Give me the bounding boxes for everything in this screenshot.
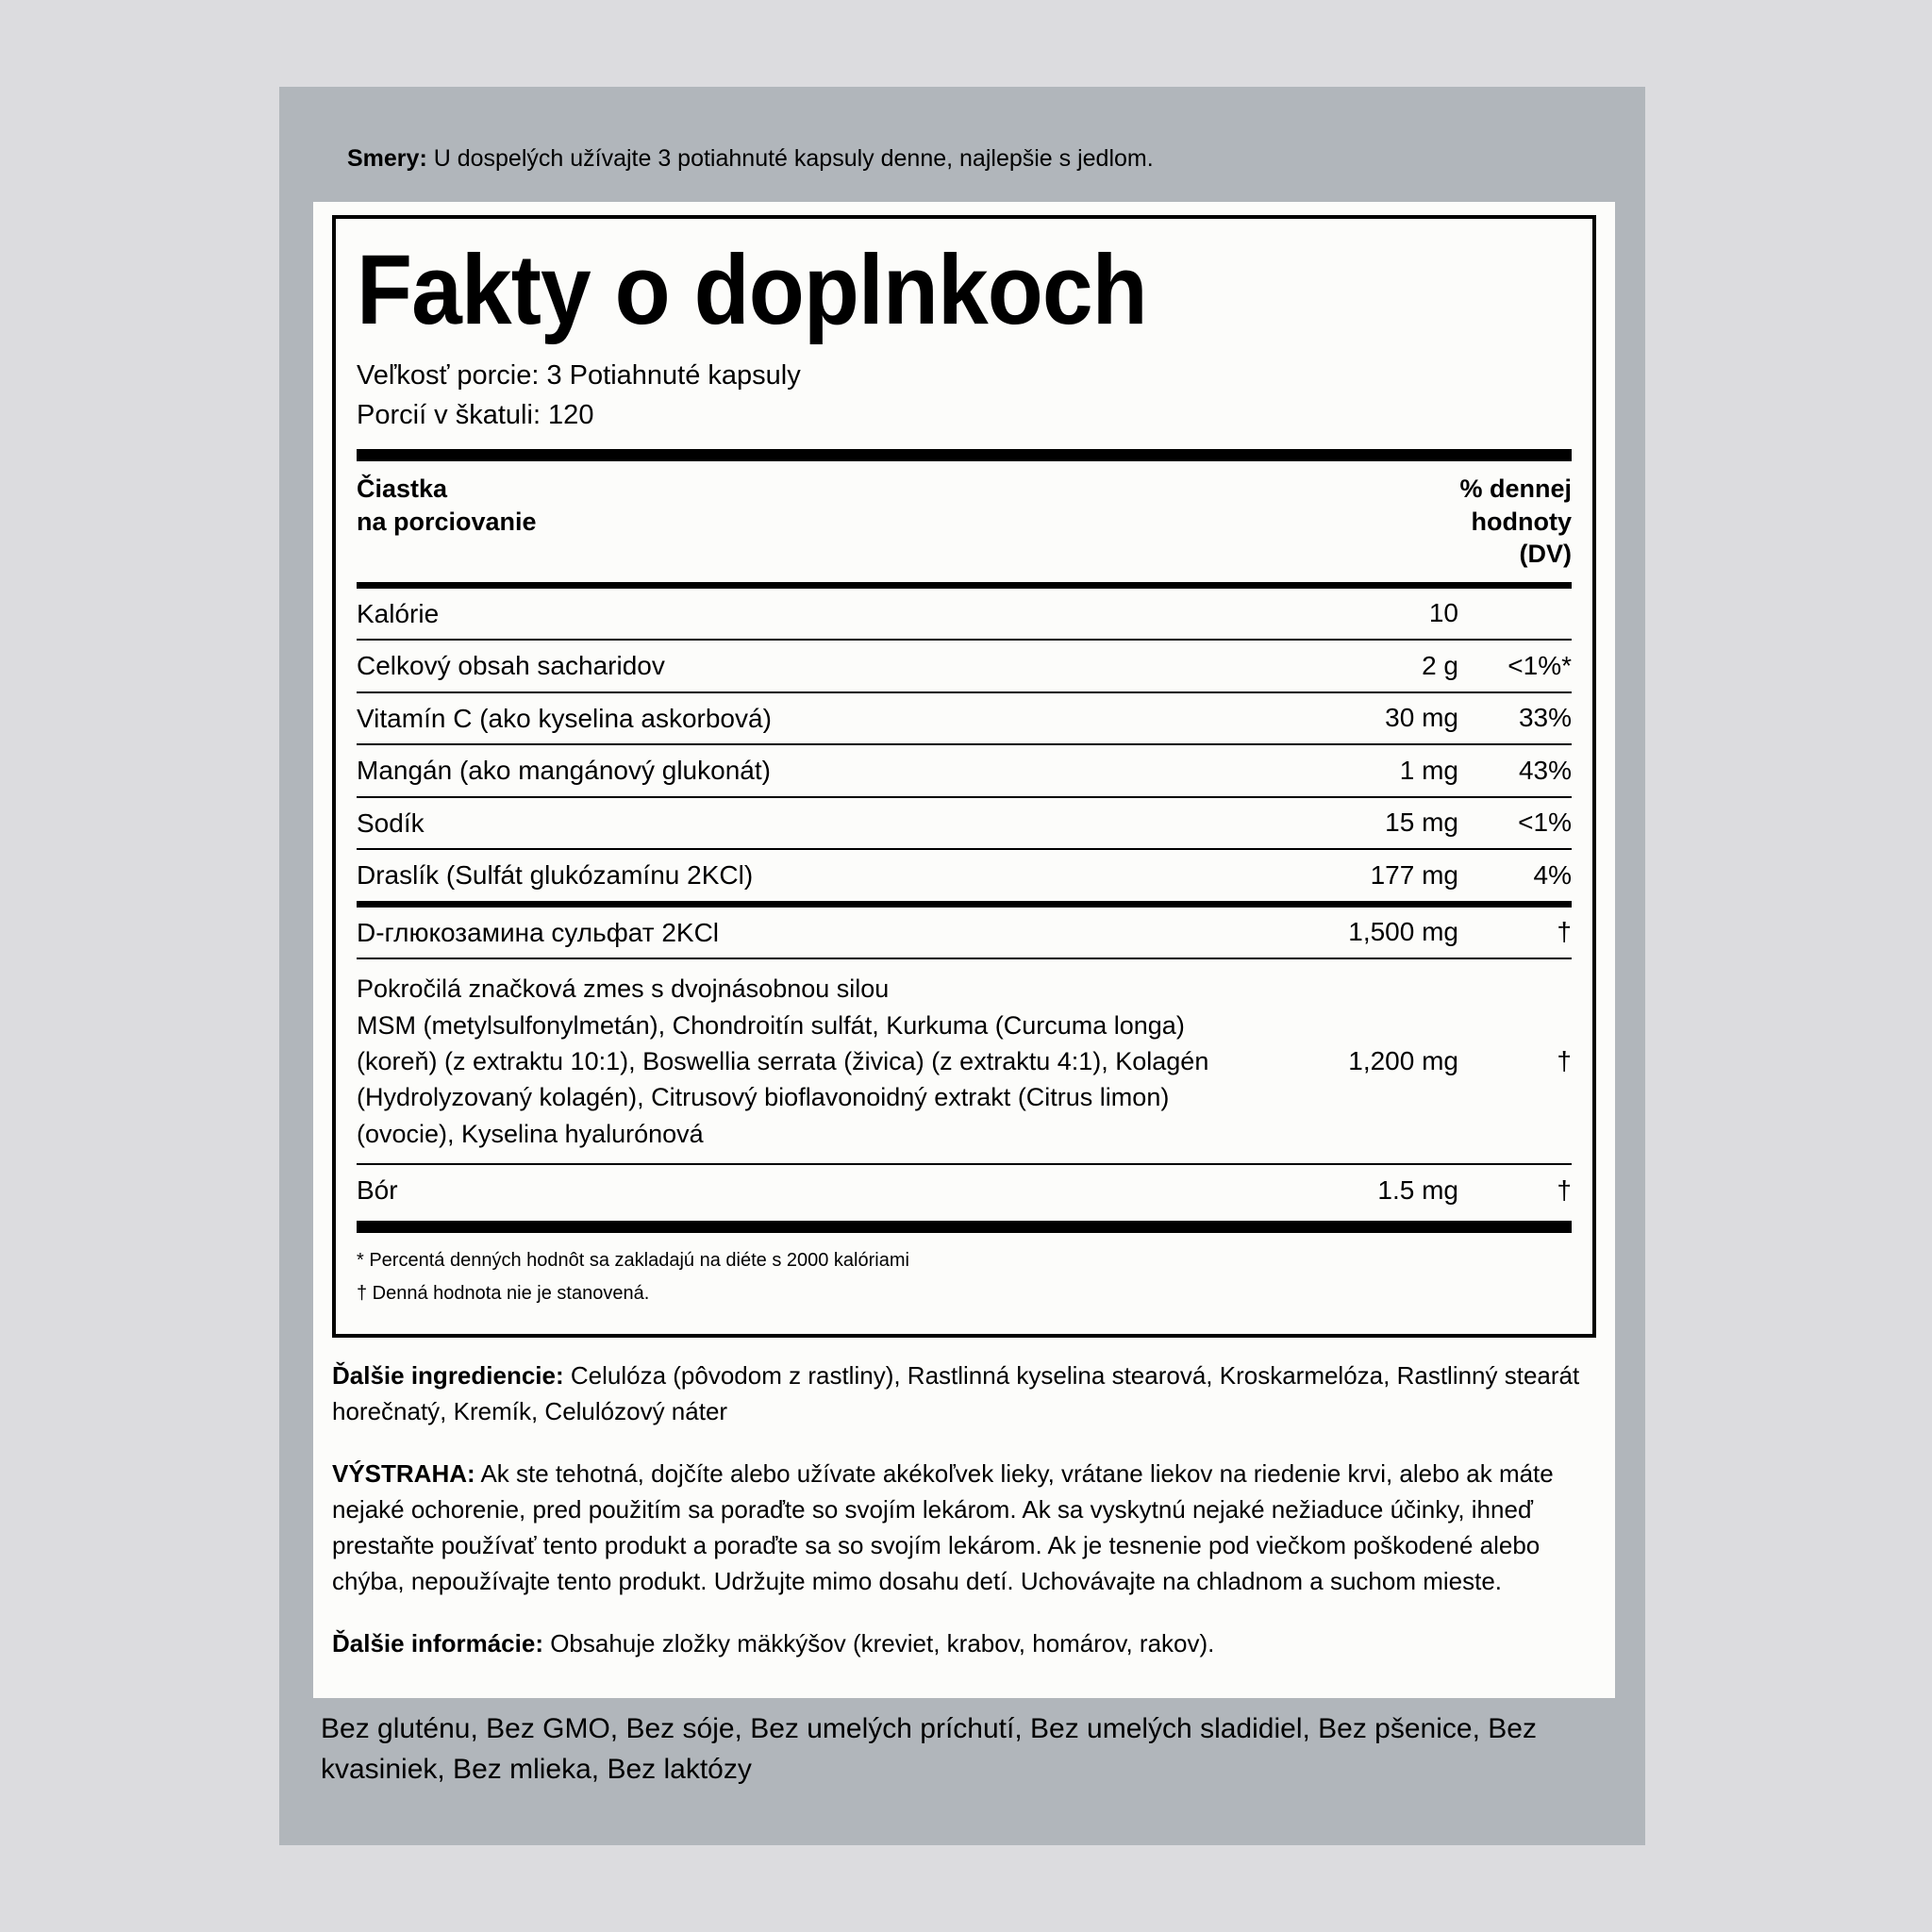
- table-row: [357, 745, 1572, 796]
- divider-thick-top: [357, 449, 1572, 461]
- table-row: [357, 693, 1572, 744]
- other-ingredients: [332, 1358, 1596, 1430]
- blend-line: MSM (metylsulfonylmetán), Chondroitín sulfát, Kurkuma (Curcuma longa): [357, 1010, 1185, 1040]
- table-header-row: [357, 461, 1572, 582]
- blend-line: Pokročilá značková zmes s dvojnásobnou silou: [357, 974, 890, 1004]
- blend-line: (Hydrolyzovaný kolagén), Citrusový bioflavonoidný extrakt (Citrus limon): [357, 1083, 1170, 1112]
- supplement-facts-title: Fakty o doplnkoch: [357, 235, 1147, 345]
- nutrient-amount: 30 mg: [1385, 703, 1458, 733]
- supplement-facts-box: [332, 215, 1596, 1338]
- row-divider-medium: [357, 901, 1572, 908]
- header-amount-line2: na porciovanie: [357, 507, 537, 536]
- nutrient-amount: 177 mg: [1370, 859, 1458, 890]
- header-dv-line2: hodnoty: [1471, 507, 1572, 536]
- directions-text: [347, 143, 1602, 175]
- nutrient-dv: [1458, 606, 1572, 621]
- header-amount: [357, 473, 1289, 538]
- nutrient-dv: †: [1557, 1174, 1572, 1205]
- header-dv-line1: % dennej: [1459, 474, 1572, 503]
- more-info-label: Ďalšie informácie:: [332, 1628, 543, 1657]
- divider-after-header: [357, 582, 1572, 589]
- label-text-sections: [332, 1358, 1596, 1689]
- nutrient-dv: †: [1557, 917, 1572, 947]
- other-ingredients-text: Celulóza (pôvodom z rastliny), Rastlinná kyselina stearová, Kroskarmelóza, Rastlinný stearát horečnatý, Kremík, Celulózový náter: [332, 1361, 1580, 1425]
- free-from-claims: Bez gluténu, Bez GMO, Bez sóje, Bez umelých príchutí, Bez umelých sladidiel, Bez pšenice, Bez kvasiniek, Bez mlieka, Bez laktózy: [321, 1713, 1537, 1785]
- warning-text: Ak ste tehotná, dojčíte alebo užívate akékoľvek lieky, vrátane liekov na riedenie krvi, alebo ak máte nejaké ochorenie, pred použitím sa poraďte so svojím lekárom. Ak sa vyskytnú nejaké nežiaduce účinky, ihneď prestaňte používať tento produkt a poraďte sa so svojím lekárom. Ak je tesnenie pod viečkom poškodené alebo chýba, nepoužívajte tento produkt. Udržujte mimo dosahu detí. Uchovávajte na chladnom a suchom mieste.: [332, 1458, 1554, 1595]
- blend-dv: †: [1557, 1046, 1572, 1076]
- nutrient-name: Bór: [357, 1174, 398, 1205]
- servings-per-container: Porcií v škatuli: 120: [357, 399, 594, 430]
- nutrient-amount: 1.5 mg: [1377, 1174, 1458, 1205]
- more-info-section: [332, 1626, 1596, 1662]
- nutrient-dv: <1%: [1518, 808, 1572, 838]
- header-amount-line1: Čiastka: [357, 474, 448, 503]
- blend-description: [357, 959, 1241, 1163]
- blend-line: (ovocie), Kyselina hyalurónová: [357, 1119, 704, 1148]
- nutrient-amount: 1,500 mg: [1348, 917, 1458, 947]
- table-row: [357, 908, 1572, 958]
- directions-label: Smery:: [347, 145, 427, 172]
- header-dv-line3: (DV): [1519, 540, 1572, 569]
- table-row: [357, 850, 1572, 901]
- blend-line: (koreň) (z extraktu 10:1), Boswellia serrata (živica) (z extraktu 4:1), Kolagén: [357, 1046, 1209, 1075]
- more-info-text: Obsahuje zložky mäkkýšov (kreviet, krabov, homárov, rakov).: [542, 1628, 1215, 1657]
- nutrient-name: Kalórie: [357, 598, 440, 628]
- table-row: [357, 798, 1572, 849]
- nutrient-dv: 43%: [1518, 755, 1572, 785]
- divider-thick-bottom: [357, 1221, 1572, 1233]
- warning-label: VÝSTRAHA:: [332, 1458, 475, 1488]
- serving-size: Veľkosť porcie: 3 Potiahnuté kapsuly: [357, 360, 801, 391]
- table-row: [357, 641, 1572, 691]
- nutrient-name: Draslík (Sulfát glukózamínu 2KCl): [357, 860, 754, 891]
- nutrient-name: Vitamín C (ako kyselina askorbová): [357, 703, 772, 733]
- table-row: [357, 589, 1572, 640]
- nutrient-name: Celkový obsah sacharidov: [357, 651, 665, 681]
- nutrient-name: D-глюкозамина сульфат 2KCl: [357, 917, 720, 947]
- footnote-dagger: † Denná hodnota nie je stanovená.: [357, 1283, 650, 1305]
- directions-body: U dospelých užívajte 3 potiahnuté kapsuly denne, najlepšie s jedlom.: [426, 145, 1154, 172]
- header-daily-value: [1289, 473, 1572, 571]
- footnote-asterisk: * Percentá denných hodnôt sa zakladajú na diéte s 2000 kalóriami: [357, 1250, 909, 1272]
- table-row: [357, 1165, 1572, 1216]
- nutrient-dv: <1%*: [1507, 650, 1572, 680]
- nutrient-dv: 4%: [1533, 859, 1572, 890]
- nutrient-name: Mangán (ako mangánový glukonát): [357, 756, 771, 786]
- warning-section: [332, 1457, 1596, 1600]
- nutrient-amount: 15 mg: [1385, 808, 1458, 838]
- table-row-blend: [357, 959, 1572, 1163]
- nutrient-amount: 1 mg: [1399, 755, 1458, 785]
- nutrient-dv: 33%: [1518, 703, 1572, 733]
- nutrient-amount: 10: [1428, 598, 1458, 628]
- nutrient-name: Sodík: [357, 808, 425, 838]
- blend-amount: 1,200 mg: [1348, 1046, 1458, 1076]
- nutrient-amount: 2 g: [1422, 650, 1458, 680]
- other-ingredients-label: Ďalšie ingrediencie:: [332, 1361, 564, 1390]
